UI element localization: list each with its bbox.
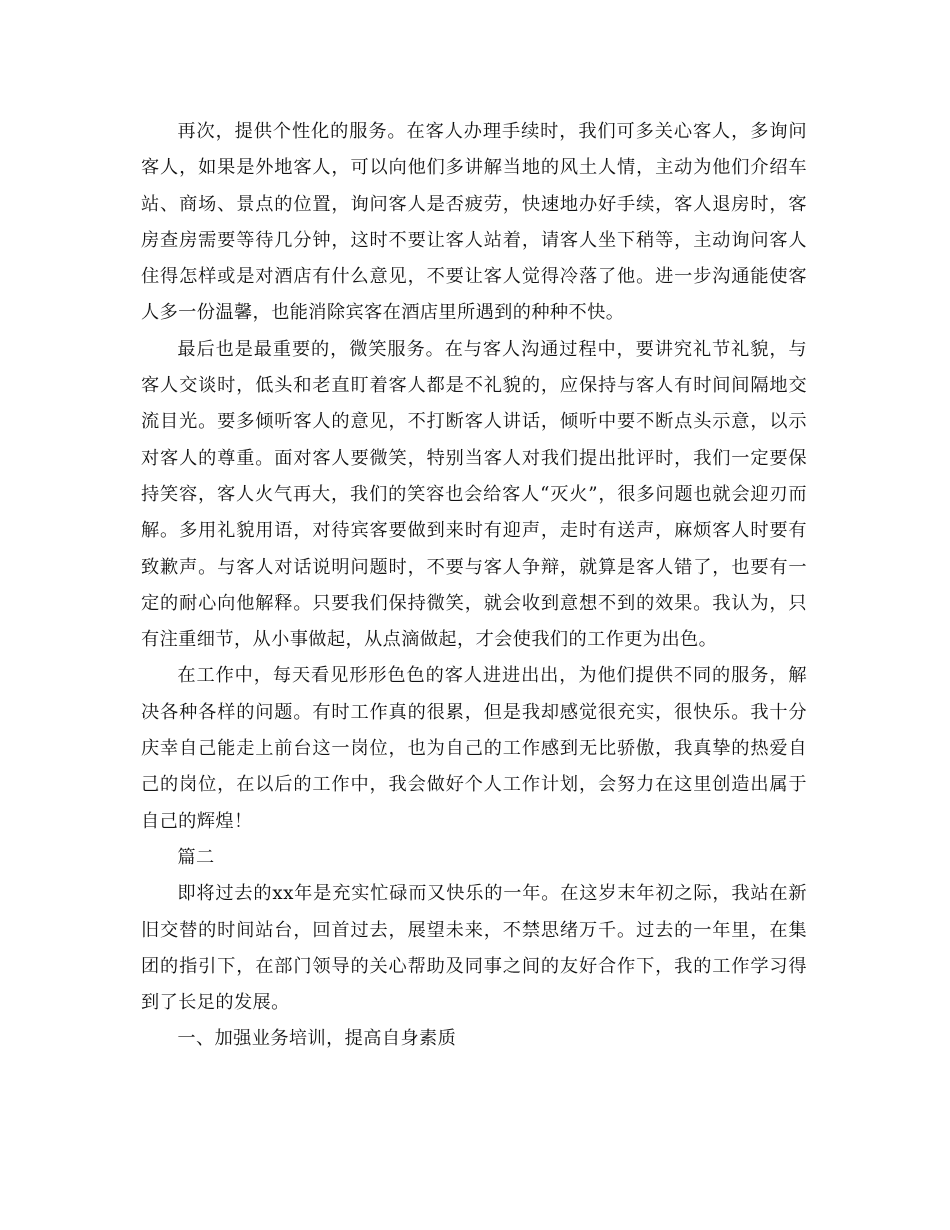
paragraph-year-review: 即将过去的xx年是充实忙碌而又快乐的一年。在这岁末年初之际，我站在新旧交替的时间站台，回首过去，展望未来，不禁思绪万千。过去的一年里，在集团的指引下，在部门领导的关心帮助及同事之间的友好合作下，我的工作学习得到了长足的发展。 — [141, 883, 807, 1014]
section-heading-part-two: 篇二 — [177, 846, 215, 868]
paragraph-personalized-service: 再次，提供个性化的服务。在客人办理手续时，我们可多关心客人，多询问客人，如果是外地客人，可以向他们多讲解当地的风土人情，主动为他们介绍车站、商场、景点的位置，询问客人是否疲劳，快速地办好手续，客人退房时，客房查房需要等待几分钟，这时不要让客人站着，请客人坐下稍等，主动询问客人住得怎样或是对酒店有什么意见，不要让客人觉得冷落了他。进一步沟通能使客人多一份温馨，也能消除宾客在酒店里所遇到的种种不快。 — [141, 121, 807, 324]
paragraph-smile-service: 最后也是最重要的，微笑服务。在与客人沟通过程中，要讲究礼节礼貌，与客人交谈时，低头和老直盯着客人都是不礼貌的，应保持与客人有时间间隔地交流目光。要多倾听客人的意见，不打断客人讲话，倾听中要不断点头示意，以示对客人的尊重。面对客人要微笑，特别当客人对我们提出批评时，我们一定要保持笑容，客人火气再大，我们的笑容也会给客人“灭火”，很多问题也就会迎刃而解。多用礼貌用语，对待宾客要做到来时有迎声，走时有送声，麻烦客人时要有致歉声。与客人对话说明问题时，不要与客人争辩，就算是客人错了，也要有一定的耐心向他解释。只要我们保持微笑，就会收到意想不到的效果。我认为，只有注重细节，从小事做起，从点滴做起，才会使我们的工作更为出色。 — [141, 338, 807, 651]
subheading-business-training: 一、加强业务培训，提高自身素质 — [177, 1028, 457, 1050]
paragraph-work-reflection: 在工作中，每天看见形形色色的客人进进出出，为他们提供不同的服务，解决各种各样的问题。有时工作真的很累，但是我却感觉很充实，很快乐。我十分庆幸自己能走上前台这一岗位，也为自己的工作感到无比骄傲，我真挚的热爱自己的岗位，在以后的工作中，我会做好个人工作计划，会努力在这里创造出属于自己的辉煌！ — [141, 665, 807, 832]
document-body — [141, 114, 807, 1058]
